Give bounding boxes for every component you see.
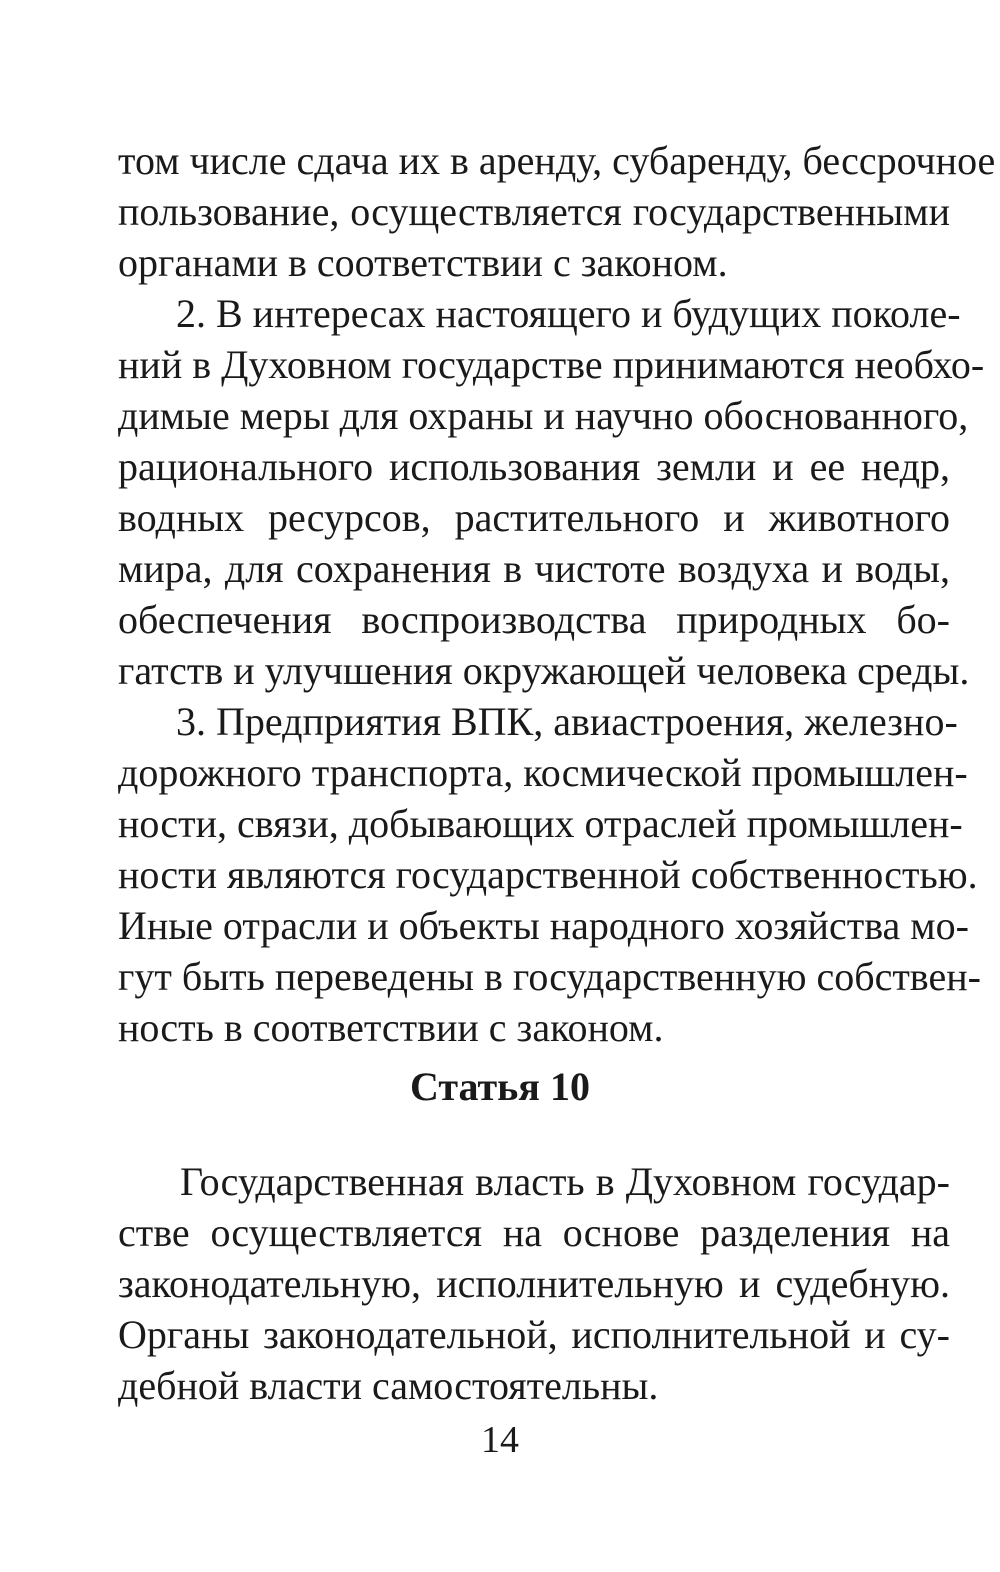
text-line: стве осуществляется на основе разделения на: [118, 1210, 950, 1255]
page-number: 14: [481, 1419, 519, 1461]
text-line: том числе сдача их в аренду, субаренду, бессрочное: [118, 138, 996, 183]
text-line: ности являются государственной собственностью.: [118, 852, 978, 897]
text-line: пользование, осуществляется государственными: [118, 189, 950, 234]
text-line: ний в Духовном государстве принимаются необхо-: [118, 342, 985, 387]
paragraph-3: [118, 696, 981, 1053]
text-line: Иные отрасли и объекты народного хозяйства мо-: [118, 903, 969, 948]
text-line: дорожного транспорта, космической промышлен-: [118, 750, 968, 795]
text-line: ность в соответствии с законом.: [118, 1005, 664, 1050]
text-line: ности, связи, добывающих отраслей промышлен-: [118, 801, 963, 846]
text-line: Органы законодательной, исполнительной и су-: [118, 1312, 950, 1357]
text-line: водных ресурсов, растительного и животного: [118, 495, 950, 540]
text-line: 2. В интересах настоящего и будущих поколе-: [176, 291, 961, 336]
text-line: 3. Предприятия ВПК, авиастроения, железно-: [176, 699, 958, 744]
text-line: обеспечения воспроизводства природных бо-: [118, 597, 950, 642]
text-line: органами в соответствии с законом.: [118, 240, 728, 285]
page-body: [118, 135, 996, 1053]
text-line: дебной власти самостоятельны.: [118, 1363, 659, 1408]
text-line: Государственная власть в Духовном государ-: [180, 1159, 950, 1204]
text-line: мира, для сохранения в чистоте воздуха и воды,: [118, 546, 950, 591]
text-line: димые меры для охраны и научно обоснованного,: [118, 393, 969, 438]
paragraph-continuation: [118, 135, 996, 288]
text-line: гатств и улучшения окружающей человека среды.: [118, 648, 970, 693]
text-line: гут быть переведены в государственную собствен-: [118, 954, 981, 999]
text-line: законодательную, исполнительную и судебную.: [118, 1261, 950, 1306]
text-line: рационального использования земли и ее недр,: [118, 444, 950, 489]
article-heading: Статья 10: [410, 1064, 590, 1109]
paragraph-2: [118, 288, 985, 696]
article-10-paragraph: [118, 1156, 950, 1411]
